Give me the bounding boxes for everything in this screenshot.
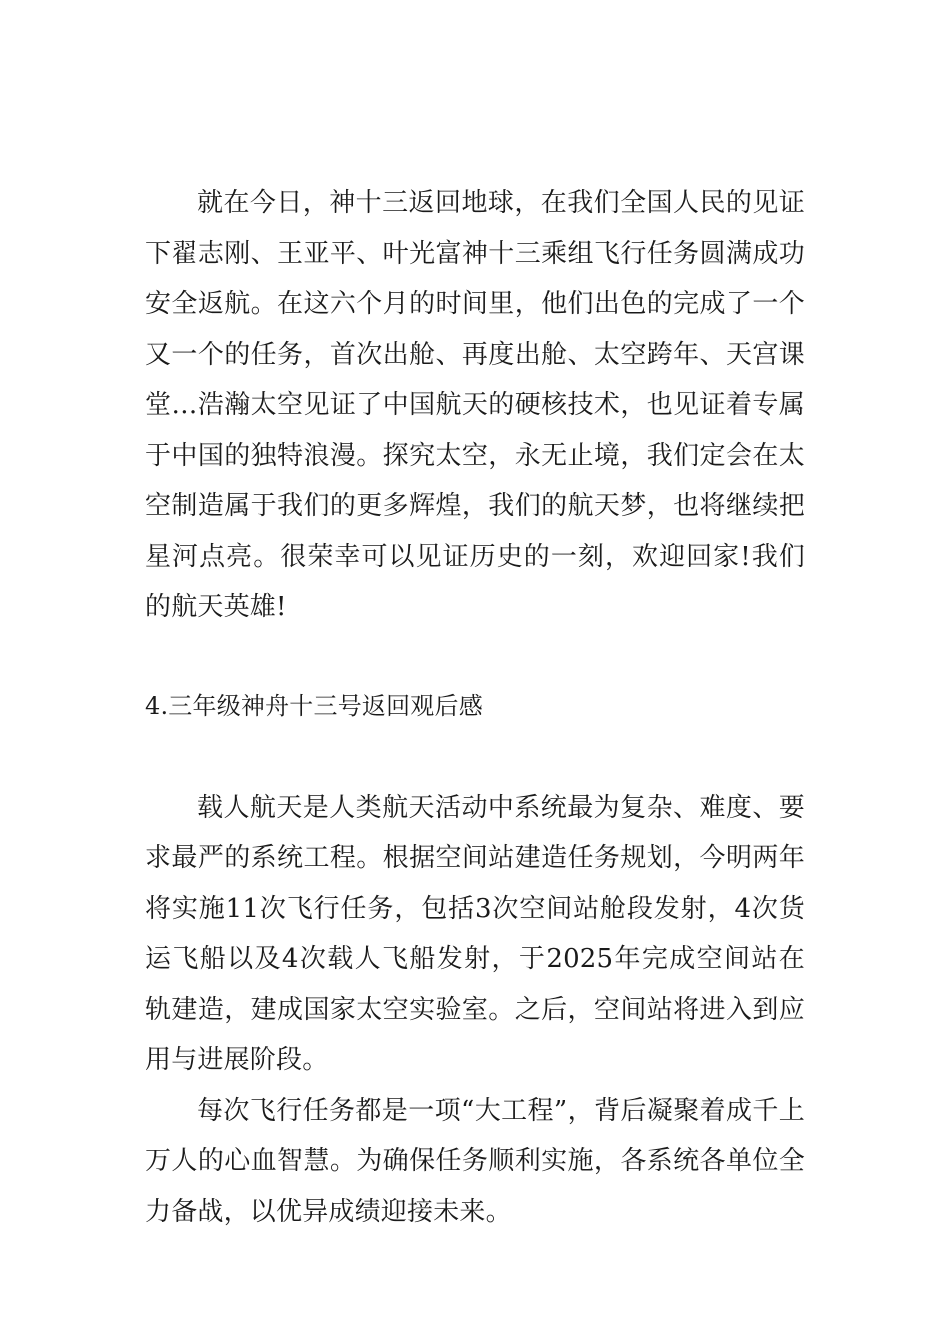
section-spacer [145,731,805,783]
paragraph-return-to-earth: 就在今日，神十三返回地球，在我们全国人民的见证下翟志刚、王亚平、叶光富神十三乘组飞行任务圆满成功安全返航。在这六个月的时间里，他们出色的完成了一个又一个的任务，首次出舱、再度出舱、太空跨年、天宫课堂…浩瀚太空见证了中国航天的硬核技术，也见证着专属于中国的独特浪漫。探究太空，永无止境，我们定会在太空制造属于我们的更多辉煌，我们的航天梦，也将继续把星河点亮。很荣幸可以见证历史的一刻，欢迎回家!我们的航天英雄! [145,188,805,622]
paragraph-manned-spaceflight: 载人航天是人类航天活动中系统最为复杂、难度、要求最严的系统工程。根据空间站建造任务规划，今明两年将实施11次飞行任务，包括3次空间站舱段发射，4次货运飞船以及4次载人飞船发射，于2025年完成空间站在轨建造，建成国家太空实验室。之后，空间站将进入到应用与进展阶段。 [145,792,805,1075]
paragraph-flight-mission: 每次飞行任务都是一项“大工程”，背后凝聚着成千上万人的心血智慧。为确保任务顺利实施，各系统各单位全力备战，以优异成绩迎接未来。 [145,1095,805,1227]
section-heading: 4.三年级神舟十三号返回观后感 [145,691,483,720]
document-body [145,178,805,1237]
